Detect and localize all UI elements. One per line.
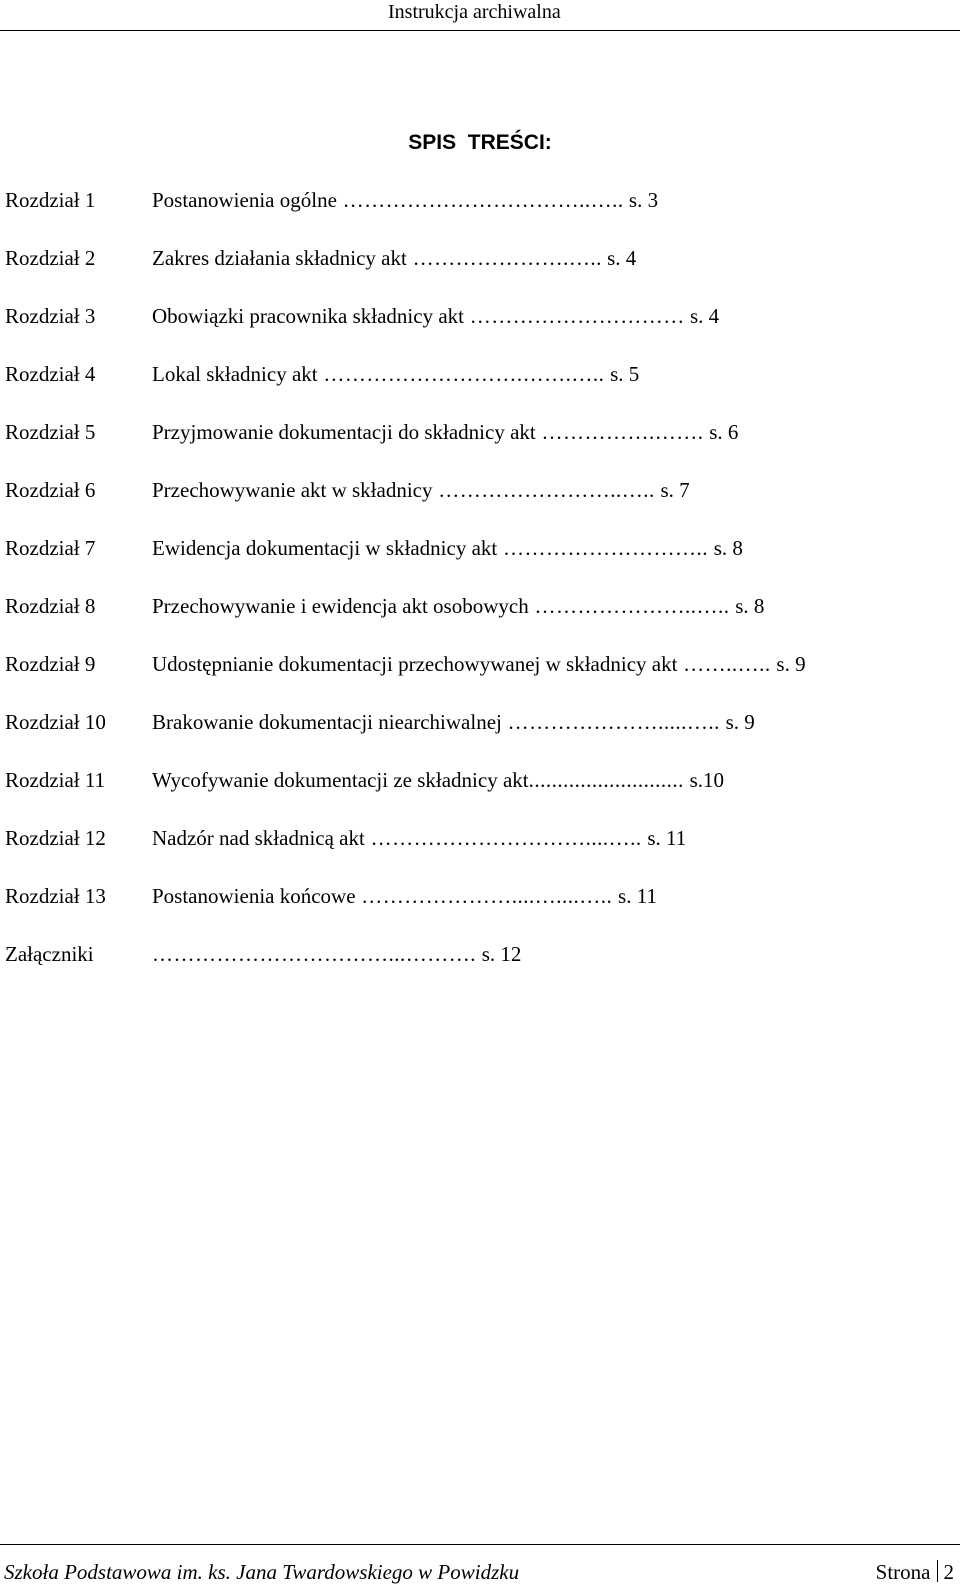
toc-chapter-label: Rozdział 6 [5, 478, 96, 502]
footer-separator [937, 1560, 938, 1582]
toc-entry-leader: …………….……. [535, 420, 710, 444]
toc-chapter-label: Rozdział 12 [5, 826, 106, 850]
toc-row [0, 648, 960, 706]
toc-entry-page: s.10 [689, 768, 725, 792]
header-title: Instrukcja archiwalna [388, 1, 561, 23]
toc-entry-page: s. 4 [601, 246, 637, 270]
toc-entry-page: s. 3 [623, 188, 659, 212]
toc-entry [152, 187, 952, 213]
toc-entry-page: s. 12 [481, 942, 522, 966]
toc-entry-title: Przechowywanie i ewidencja akt osobowych [152, 594, 529, 618]
toc-entry-title: Brakowanie dokumentacji niearchiwalnej [152, 710, 502, 734]
toc-entry [152, 303, 952, 329]
toc-entry-leader: ………………….….. [406, 246, 602, 270]
toc-entry-title: Nadzór nad składnicą akt [152, 826, 365, 850]
toc-entry [152, 419, 952, 445]
toc-entry-page: s. 7 [660, 478, 690, 502]
page-footer [0, 1544, 960, 1590]
toc-chapter-label: Rozdział 13 [5, 884, 106, 908]
toc-chapter-label: Rozdział 4 [5, 362, 96, 386]
toc-entry-leader: ………………….....….. [501, 710, 726, 734]
toc-entry [152, 825, 952, 851]
toc-chapter-label: Rozdział 7 [5, 536, 96, 560]
toc-entry-leader: …………………………....….. [364, 826, 648, 850]
toc-entry-page: s. 4 [684, 304, 720, 328]
toc-chapter-label: Rozdział 8 [5, 594, 96, 618]
toc-entry-page: s. 8 [713, 536, 743, 560]
toc-entry-page: s. 8 [735, 594, 765, 618]
toc-chapter-label: Rozdział 1 [5, 188, 96, 212]
toc-entry-leader: ……..….. [677, 652, 777, 676]
toc-row [0, 416, 960, 474]
toc-entry-title: Wycofywanie dokumentacji ze składnicy akt [152, 768, 529, 792]
toc-entry-title: Zakres działania składnicy akt [152, 246, 407, 270]
toc-entry [152, 709, 952, 735]
toc-entry [152, 941, 952, 967]
toc-entry [152, 883, 952, 909]
footer-page-label: Strona [875, 1560, 931, 1584]
toc-title [0, 130, 960, 156]
toc-row [0, 938, 960, 996]
toc-entry-title: Udostępnianie dokumentacji przechowywanej w składnicy akt [152, 652, 678, 676]
toc-entry-title: Postanowienia końcowe [152, 884, 356, 908]
toc-entry [152, 767, 952, 793]
toc-chapter-label: Załączniki [5, 942, 94, 966]
toc-row [0, 822, 960, 880]
toc-row [0, 184, 960, 242]
toc-entry-title: Lokal składnicy akt [152, 362, 318, 386]
toc-row [0, 764, 960, 822]
toc-entry-leader: ………………………… [464, 304, 685, 328]
toc-entry-leader: ……………………..….. [432, 478, 661, 502]
toc-entry-page: s. 9 [725, 710, 755, 734]
toc-row [0, 300, 960, 358]
toc-entry-leader: ……………………………...………. [152, 942, 482, 966]
toc-row [0, 880, 960, 938]
toc-entry-page: s. 9 [776, 652, 806, 676]
toc-entry-title: Przechowywanie akt w składnicy [152, 478, 433, 502]
toc-chapter-label: Rozdział 3 [5, 304, 96, 328]
toc-entry-title: Postanowienia ogólne [152, 188, 337, 212]
toc-entry-title: Obowiązki pracownika składnicy akt [152, 304, 464, 328]
toc-title-part2: TREŚCI: [467, 131, 552, 154]
toc-entry [152, 651, 952, 677]
toc-chapter-label: Rozdział 5 [5, 420, 96, 444]
toc-row [0, 242, 960, 300]
toc-chapter-label: Rozdział 9 [5, 652, 96, 676]
toc-entry-leader: …………………..….. [528, 594, 736, 618]
toc-entry [152, 245, 952, 271]
toc-entry-page: s. 6 [709, 420, 739, 444]
toc-entry [152, 477, 952, 503]
toc-chapter-label: Rozdział 2 [5, 246, 96, 270]
table-of-contents [0, 184, 960, 996]
toc-row [0, 532, 960, 590]
toc-entry-page: s. 11 [647, 826, 687, 850]
toc-entry-title: Ewidencja dokumentacji w składnicy akt [152, 536, 498, 560]
toc-entry-leader: ........................... [528, 768, 690, 792]
toc-entry-leader: ……………………………..….. [336, 188, 624, 212]
toc-entry-title: Przyjmowanie dokumentacji do składnicy akt [152, 420, 536, 444]
toc-entry-leader: ……………………….. [497, 536, 714, 560]
toc-entry [152, 361, 952, 387]
page-header [0, 0, 960, 31]
toc-chapter-label: Rozdział 10 [5, 710, 106, 734]
toc-entry [152, 593, 952, 619]
toc-entry-page: s. 5 [610, 362, 640, 386]
toc-row [0, 358, 960, 416]
toc-chapter-label: Rozdział 11 [5, 768, 106, 792]
toc-row [0, 706, 960, 764]
toc-entry [152, 535, 952, 561]
footer-school-name: Szkoła Podstawowa im. ks. Jana Twardowskiego w Powidzku [4, 1560, 520, 1584]
toc-row [0, 474, 960, 532]
toc-entry-leader: …………………....…....….. [355, 884, 619, 908]
footer-page-value: 2 [943, 1560, 954, 1584]
toc-title-part1: SPIS [408, 131, 457, 154]
toc-entry-leader: ……………………….…….….. [317, 362, 611, 386]
toc-row [0, 590, 960, 648]
footer-page-number [876, 1559, 954, 1585]
toc-entry-page: s. 11 [618, 884, 657, 908]
